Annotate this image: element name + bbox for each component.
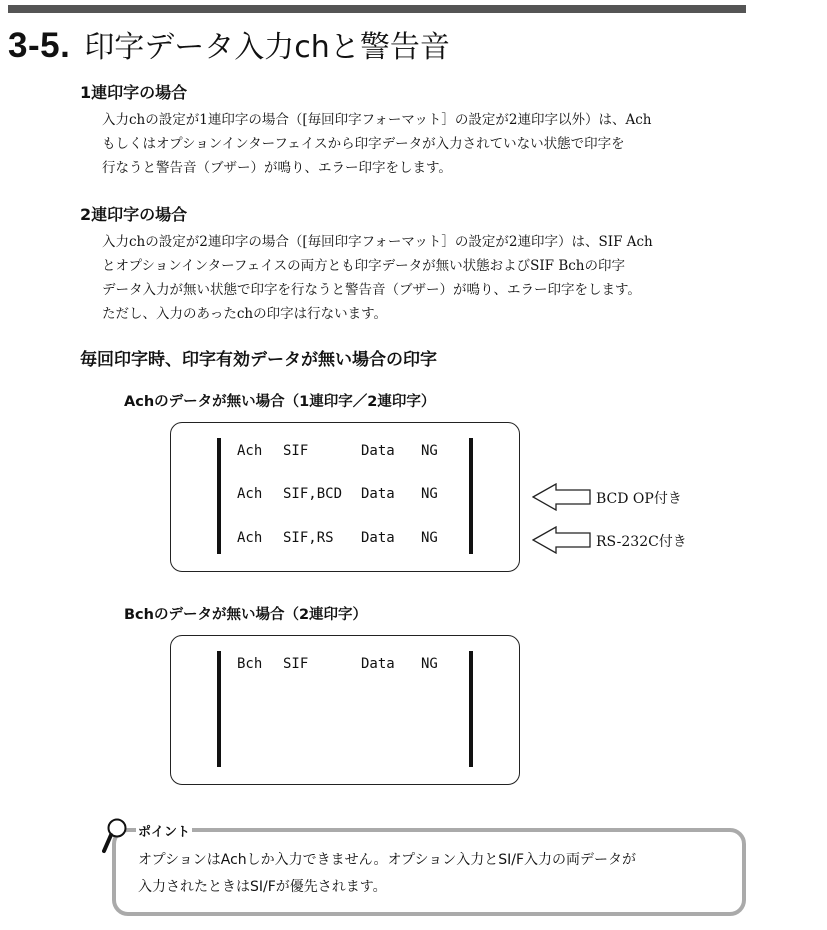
row-ng: NG	[421, 530, 438, 546]
left-bar	[217, 651, 221, 767]
single-heading: 1連印字の場合	[80, 83, 188, 102]
row-ng: NG	[421, 443, 438, 459]
print-row	[237, 656, 451, 672]
magnifier-icon	[102, 817, 132, 855]
row-data: Data	[361, 443, 395, 459]
row-data: Data	[361, 656, 395, 672]
row-src: SIF,RS	[283, 530, 334, 546]
double-heading: 2連印字の場合	[80, 205, 188, 224]
bch-heading: Bchのデータが無い場合（2連印字）	[124, 607, 368, 623]
print-heading: 毎回印字時、印字有効データが無い場合の印字	[80, 350, 437, 370]
row-ch: Ach	[237, 443, 263, 459]
double-paragraph	[102, 230, 748, 326]
paragraph-line: データ入力が無い状態で印字を行なうと警告音（ブザー）が鳴り、エラー印字をします。	[102, 282, 641, 298]
right-bar	[469, 651, 473, 767]
row-ng: NG	[421, 486, 438, 502]
paragraph-line: もしくはオプションインターフェイスから印字データが入力されていない状態で印字を	[102, 136, 625, 152]
arrow-left-icon	[532, 483, 592, 511]
row-src: SIF	[283, 443, 309, 459]
paragraph-line: 入力chの設定が1連印字の場合（[毎回印字フォーマット］の設定が2連印字以外）は、Ach	[102, 112, 652, 128]
ach-heading: Achのデータが無い場合（1連印字／2連印字）	[124, 394, 436, 410]
row-ch: Bch	[237, 656, 263, 672]
point-label: ポイント	[136, 821, 192, 840]
point-line: 入力されたときはSI/Fが優先されます。	[138, 879, 387, 895]
paragraph-line: 行なうと警告音（ブザー）が鳴り、エラー印字をします。	[102, 160, 452, 176]
rs232c-note: RS-232C付き	[596, 534, 687, 550]
row-ch: Ach	[237, 530, 263, 546]
paragraph-line: とオプションインターフェイスの両方とも印字データが無い状態およびSIF Bchの印字	[102, 258, 625, 274]
arrow-left-icon	[532, 526, 592, 554]
row-data: Data	[361, 530, 395, 546]
point-box	[112, 828, 746, 916]
print-row	[237, 443, 451, 459]
section-number: 3-5.	[8, 26, 71, 65]
section-title-text: 印字データ入力chと警告音	[84, 30, 450, 65]
row-src: SIF,BCD	[283, 486, 343, 502]
header-rule	[8, 5, 746, 13]
print-row	[237, 486, 451, 502]
single-paragraph	[102, 108, 748, 180]
row-ng: NG	[421, 656, 438, 672]
bcd-note: BCD OP付き	[596, 491, 682, 507]
paragraph-line: 入力chの設定が2連印字の場合（[毎回印字フォーマット］の設定が2連印字）は、SIF Ach	[102, 234, 653, 250]
row-src: SIF	[283, 656, 309, 672]
row-data: Data	[361, 486, 395, 502]
print-row	[237, 530, 451, 546]
left-bar	[217, 438, 221, 554]
section-title	[8, 22, 450, 66]
point-line: オプションはAchしか入力できません。オプション入力とSI/F入力の両データが	[138, 852, 637, 868]
paragraph-line: ただし、入力のあったchの印字は行ないます。	[102, 306, 388, 322]
row-ch: Ach	[237, 486, 263, 502]
right-bar	[469, 438, 473, 554]
